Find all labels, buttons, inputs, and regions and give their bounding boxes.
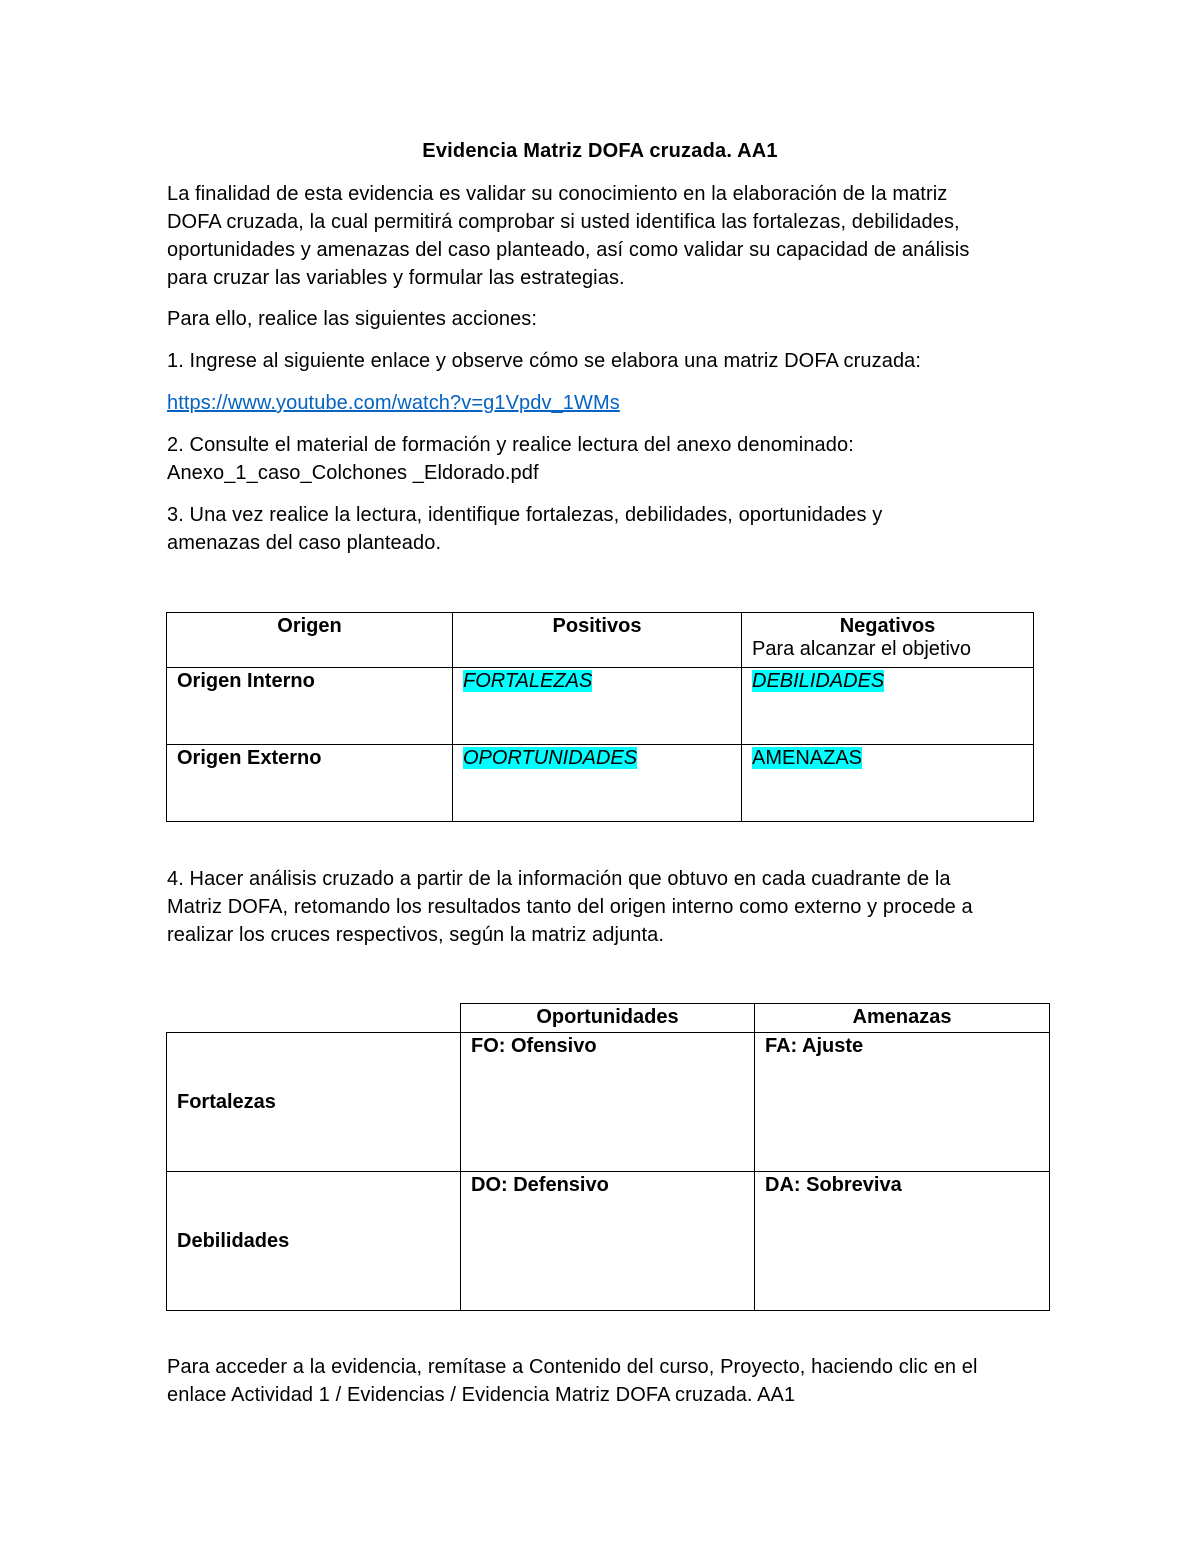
dofa-row-label: Origen Externo bbox=[167, 745, 453, 822]
step-2 bbox=[167, 431, 1047, 487]
dofa-cell-oportunidades: OPORTUNIDADES bbox=[453, 745, 742, 822]
footer-line: Para acceder a la evidencia, remítase a Contenido del curso, Proyecto, haciendo clic en el bbox=[167, 1356, 978, 1378]
intro-line: oportunidades y amenazas del caso planteado, así como validar su capacidad de análisis bbox=[167, 239, 970, 261]
document-title: Evidencia Matriz DOFA cruzada. AA1 bbox=[422, 140, 778, 162]
dofa-row-interno bbox=[167, 668, 1034, 745]
cross-cell-do: DO: Defensivo bbox=[461, 1172, 755, 1311]
dofa-header-positivos: Positivos bbox=[453, 613, 742, 668]
step-3-line: amenazas del caso planteado. bbox=[167, 532, 442, 554]
step-4-line: Matriz DOFA, retomando los resultados tanto del origen interno como externo y procede a bbox=[167, 896, 973, 918]
dofa-table bbox=[166, 612, 1034, 822]
cross-header-oportunidades: Oportunidades bbox=[461, 1004, 755, 1033]
dofa-cell-amenazas: AMENAZAS bbox=[742, 745, 1034, 822]
step-3-line: 3. Una vez realice la lectura, identifique fortalezas, debilidades, oportunidades y bbox=[167, 504, 883, 526]
cross-matrix-table bbox=[166, 1003, 1050, 1311]
dofa-header-negativos: Negativos Para alcanzar el objetivo bbox=[742, 613, 1034, 668]
cross-row-debilidades bbox=[167, 1172, 1050, 1311]
footer-paragraph bbox=[167, 1353, 1047, 1409]
cross-header-row bbox=[167, 1004, 1050, 1033]
dofa-cell-debilidades: DEBILIDADES bbox=[742, 668, 1034, 745]
actions-intro: Para ello, realice las siguientes acciones: bbox=[167, 308, 538, 330]
dofa-header-row bbox=[167, 613, 1034, 668]
dofa-cell-fortalezas: FORTALEZAS bbox=[453, 668, 742, 745]
footer-line: enlace Actividad 1 / Evidencias / Evidencia Matriz DOFA cruzada. AA1 bbox=[167, 1384, 796, 1406]
step-1: 1. Ingrese al siguiente enlace y observe cómo se elabora una matriz DOFA cruzada: bbox=[167, 350, 922, 372]
cross-row-fortalezas bbox=[167, 1033, 1050, 1172]
intro-line: La finalidad de esta evidencia es validar su conocimiento en la elaboración de la matriz bbox=[167, 183, 948, 205]
intro-line: DOFA cruzada, la cual permitirá comprobar si usted identifica las fortalezas, debilidades, bbox=[167, 211, 960, 233]
negativos-subtitle: Para alcanzar el objetivo bbox=[752, 638, 972, 660]
video-link[interactable]: https://www.youtube.com/watch?v=g1Vpdv_1WMs bbox=[167, 392, 620, 414]
step-3 bbox=[167, 501, 1047, 557]
step-4-line: 4. Hacer análisis cruzado a partir de la información que obtuvo en cada cuadrante de la bbox=[167, 868, 951, 890]
intro-line: para cruzar las variables y formular las estrategias. bbox=[167, 267, 625, 289]
cross-header-amenazas: Amenazas bbox=[755, 1004, 1050, 1033]
intro-paragraph bbox=[167, 180, 1047, 292]
step-4 bbox=[167, 865, 1047, 949]
dofa-row-label: Origen Interno bbox=[167, 668, 453, 745]
cross-row-label: Debilidades bbox=[167, 1172, 461, 1311]
step-4-line: realizar los cruces respectivos, según la matriz adjunta. bbox=[167, 924, 665, 946]
dofa-row-externo bbox=[167, 745, 1034, 822]
step-2-line: 2. Consulte el material de formación y realice lectura del anexo denominado: bbox=[167, 434, 854, 456]
cross-cell-fa: FA: Ajuste bbox=[755, 1033, 1050, 1172]
cross-row-label: Fortalezas bbox=[167, 1033, 461, 1172]
step-2-annex: Anexo_1_caso_Colchones _Eldorado.pdf bbox=[167, 462, 539, 484]
cross-cell-fo: FO: Ofensivo bbox=[461, 1033, 755, 1172]
video-link-line bbox=[167, 389, 1047, 417]
dofa-header-origen: Origen bbox=[167, 613, 453, 668]
cross-cell-da: DA: Sobreviva bbox=[755, 1172, 1050, 1311]
cross-header-empty bbox=[167, 1004, 461, 1033]
